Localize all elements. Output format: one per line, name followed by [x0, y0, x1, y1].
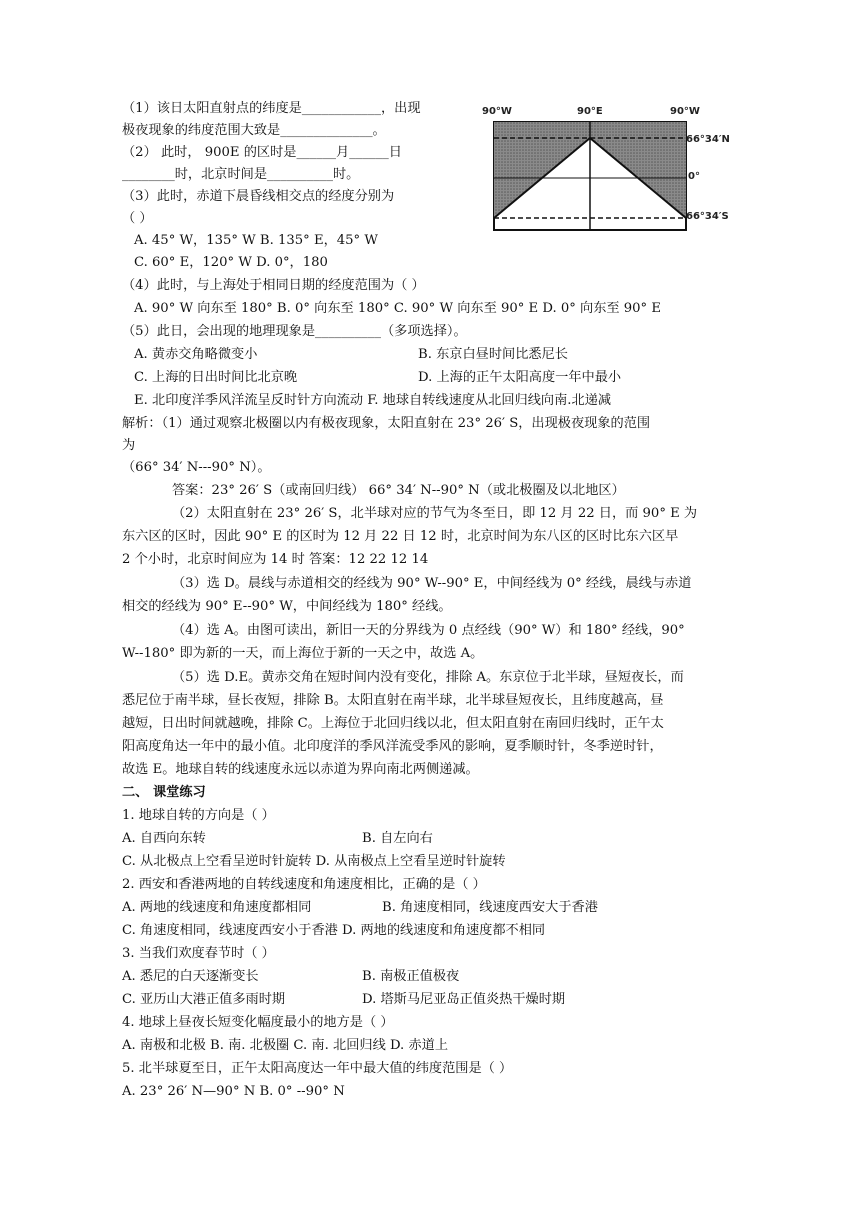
label-66s: 66°34′S	[686, 211, 729, 222]
text-line: 2 个小时，北京时间应为 14 时 答案：12 22 12 14	[122, 552, 429, 567]
text-line: （4）选 A。由图可读出，新旧一天的分界线为 0 点经线（90° W）和 180° 经线，90°	[172, 623, 685, 638]
text-line: A. 悉尼的白天逐渐变长	[122, 969, 259, 984]
text-line: 极夜现象的纬度范围大致是______________。	[122, 123, 386, 138]
text-line: C. 角速度相同，线速度西安小于香港 D. 两地的线速度和角速度都不相同	[122, 923, 546, 938]
label-right-90w: 90°W	[670, 106, 700, 117]
text-line: （2）太阳直射在 23° 26′ S，北半球对应的节气为冬至日，即 12 月 22 日，而 90° E 为	[172, 506, 698, 521]
label-equator: 0°	[688, 171, 700, 182]
text-line: A. 两地的线速度和角速度都相同	[122, 900, 312, 915]
text-line: （ ）	[122, 211, 153, 226]
text-line: （1）该日太阳直射点的纬度是____________，出现	[122, 101, 421, 116]
text-line: （5）选 D.E。黄赤交角在短时间内没有变化，排除 A。东京位于北半球，昼短夜长，而	[172, 670, 684, 685]
text-line: 2. 西安和香港两地的自转线速度和角速度相比，正确的是（ ）	[122, 877, 486, 892]
text-line: A. 45° W，135° W B. 135° E，45° W	[134, 233, 378, 248]
label-90e: 90°E	[577, 106, 603, 117]
text-line: A. 23° 26′ N—90° N B. 0° --90° N	[122, 1084, 345, 1099]
diagram-graphic	[474, 104, 720, 234]
text-line: C. 60° E，120° W D. 0°，180	[134, 255, 328, 270]
label-left-90w: 90°W	[482, 106, 512, 117]
text-line: （4）此时，与上海处于相同日期的经度范围为（ ）	[122, 278, 425, 293]
text-line: A. 90° W 向东至 180° B. 0° 向东至 180° C. 90° W 向东至 90° E D. 0° 向东至 90° E	[134, 301, 661, 316]
text-line: W--180° 即为新的一天，而上海位于新的一天之中，故选 A。	[122, 646, 484, 661]
text-line: 故选 E。地球自转的线速度永远以赤道为界向南北两侧递减。	[122, 762, 479, 777]
text-line: 答案：23° 26′ S（或南回归线） 66° 34′ N--90° N（或北极圈及以北地区）	[172, 483, 625, 498]
text-line: B. 南极正值极夜	[362, 969, 460, 984]
text-line: B. 东京白昼时间比悉尼长	[418, 347, 568, 362]
text-line: （2） 此时， 900E 的区时是______月______日	[122, 145, 402, 160]
text-line: 东六区的区时，因此 90° E 的区时为 12 月 22 日 12 时，北京时间为东八区的区时比东六区早	[122, 529, 679, 544]
text-line: E. 北印度洋季风洋流呈反时针方向流动 F. 地球自转线速度从北回归线向南.北递减	[134, 393, 612, 408]
text-line: （3）选 D。晨线与赤道相交的经线为 90° W--90° E，中间经线为 0° 经线，晨线与赤道	[172, 576, 692, 591]
text-line: C. 亚历山大港正值多雨时期	[122, 992, 286, 1007]
text-line: D. 上海的正午太阳高度一年中最小	[418, 370, 622, 385]
text-line: D. 塔斯马尼亚岛正值炎热干燥时期	[362, 992, 566, 1007]
text-line: A. 自西向东转	[122, 831, 206, 846]
daylight-diagram	[474, 104, 730, 234]
text-line: （5）此日，会出现的地理现象是__________（多项选择）。	[122, 324, 467, 339]
text-line: B. 角速度相同，线速度西安大于香港	[382, 900, 598, 915]
text-line: 5. 北半球夏至日，正午太阳高度达一年中最大值的纬度范围是（ ）	[122, 1061, 513, 1076]
text-line: C. 从北极点上空看呈逆时针旋转 D. 从南极点上空看呈逆时针旋转	[122, 854, 506, 869]
label-66n: 66°34′N	[686, 134, 730, 145]
text-line: ________时，北京时间是__________时。	[122, 167, 360, 182]
text-line: 相交的经线为 90° E--90° W，中间经线为 180° 经线。	[122, 599, 452, 614]
text-line: 解析：（1）通过观察北极圈以内有极夜现象，太阳直射在 23° 26′ S，出现极夜现象的范围	[122, 416, 651, 431]
text-line: 3. 当我们欢度春节时（ ）	[122, 946, 275, 961]
text-line: 1. 地球自转的方向是（ ）	[122, 808, 275, 823]
text-line: 越短，日出时间就越晚，排除 C。上海位于北回归线以北，但太阳直射在南回归线时，正午太	[122, 716, 664, 731]
text-line: 悉尼位于南半球，昼长夜短，排除 B。太阳直射在南半球，北半球昼短夜长，且纬度越高，昼	[122, 693, 664, 708]
text-line: 为	[122, 438, 136, 453]
text-line: C. 上海的日出时间比北京晚	[134, 370, 298, 385]
text-line: B. 自左向右	[362, 831, 433, 846]
text-line: A. 黄赤交角略微变小	[134, 347, 258, 362]
text-line: 4. 地球上昼夜长短变化幅度最小的地方是（ ）	[122, 1015, 394, 1030]
text-line: 阳高度角达一年中的最小值。北印度洋的季风洋流受季风的影响，夏季顺时针，冬季逆时针，	[122, 739, 663, 754]
text-line: （3）此时，赤道下晨昏线相交点的经度分别为	[122, 189, 395, 204]
text-line: 二、 课堂练习	[122, 785, 206, 800]
text-line: A. 南极和北极 B. 南. 北极圈 C. 南. 北回归线 D. 赤道上	[122, 1038, 449, 1053]
text-line: （66° 34′ N---90° N）。	[122, 460, 271, 475]
